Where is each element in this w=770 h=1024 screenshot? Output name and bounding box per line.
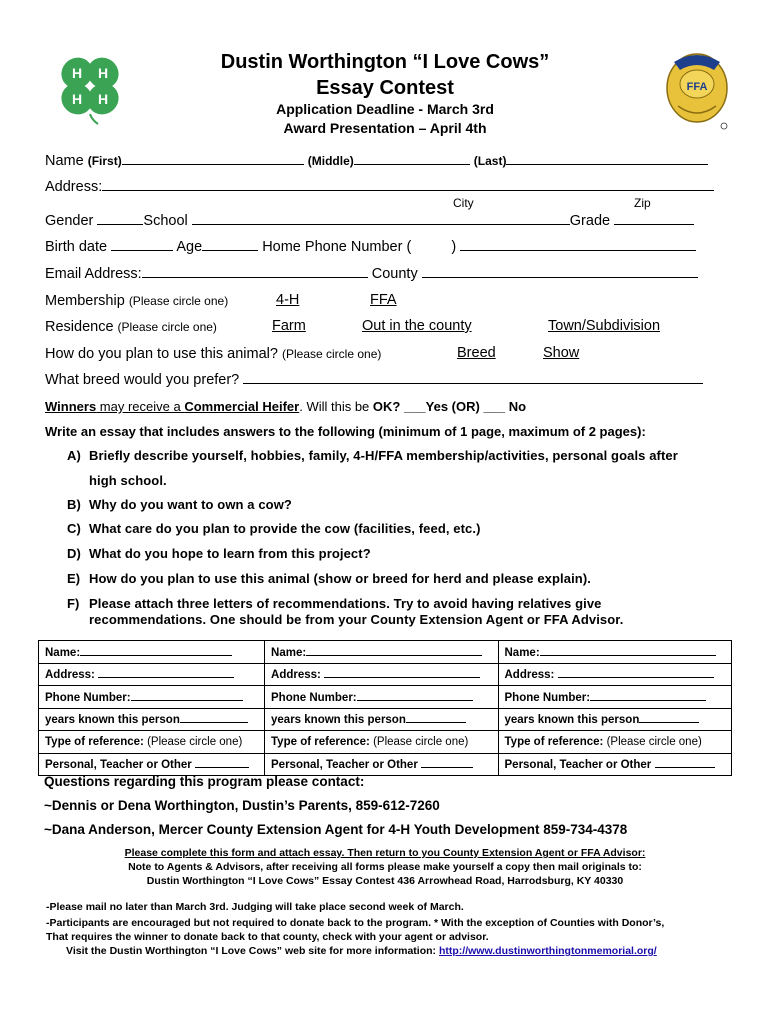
first-label: (First) [87,154,122,168]
ref-address-label: Address: [271,669,321,682]
email-label: Email Address: [45,266,142,282]
residence-option-out-county[interactable]: Out in the county [362,318,472,334]
ref-field-line [558,667,714,678]
ref-field-line [590,690,706,701]
reference-2-phone-field[interactable] [265,686,498,709]
reference-3-phone-field[interactable] [498,686,732,709]
donate-note-2: That requires the winner to donate back to that county, check with your agent or advisor. [46,931,489,943]
reference-2-years-field[interactable] [265,708,498,731]
essay-item-letter: D) [67,546,81,561]
contact-agent: ~Dana Anderson, Mercer County Extension Agent for 4-H Youth Development 859-734-4378 [44,822,628,837]
residence-row [45,318,217,336]
ref-field-line [406,712,466,723]
website-line [66,944,657,958]
ref-field-line [195,757,249,768]
svg-text:H: H [97,91,109,107]
essay-item-text: What do you hope to learn from this project? [89,546,371,561]
reference-2-name-field[interactable] [265,641,498,664]
ref-kinds: Personal, Teacher or Other [271,759,418,772]
essay-item-letter: E) [67,571,81,586]
ref-years-label: years known this person [504,714,640,727]
ref-type-hint: (Please circle one) [147,735,243,748]
essay-item-text: recommendations. One should be from your County Extension Agent or FFA Advisor. [89,612,624,627]
winners-text: Winners [45,399,97,414]
essay-item-text: What care do you plan to provide the cow (facilities, feed, etc.) [89,521,481,536]
ref-field-line [655,757,715,768]
reference-3-address-field[interactable] [498,663,732,686]
svg-text:H: H [71,91,83,107]
application-deadline: Application Deadline - March 3rd [276,101,494,117]
ref-field-line [540,645,716,656]
essay-item-text: Briefly describe yourself, hobbies, family, 4-H/FFA membership/activities, personal goals after [89,448,678,463]
essay-item-letter: B) [67,497,81,512]
essay-item [67,596,602,612]
residence-label: Residence [45,319,114,335]
winners-text-4: . Will this be [299,399,373,414]
breed-pref-label: What breed would you prefer? [45,372,240,388]
ref-name-label: Name: [45,646,81,659]
ref-field-line [80,645,232,656]
gender-school-row [45,212,694,230]
instruction-line-3: Dustin Worthington “I Love Cows” Essay Contest 436 Arrowhead Road, Harrodsburg, KY 40330 [146,875,624,887]
instruction-line-1: Please complete this form and attach essay. Then return to you County Extension Agent or FFA Advisor: [124,847,646,859]
ref-phone-label: Phone Number: [45,691,131,704]
ref-type-label: Type of reference: [271,735,370,748]
essay-item [67,546,371,562]
school-field[interactable] [192,212,570,225]
reference-1-type-label [39,731,265,754]
essay-item-text: Please attach three letters of recommendations. Try to avoid having relatives give [89,596,602,611]
yes-no-choice[interactable]: ? ___Yes (OR) ___ No [392,399,527,414]
ref-type-label: Type of reference: [45,735,144,748]
birth-age-phone-row [45,238,696,256]
birth-date-field[interactable] [111,238,173,251]
reference-3-type-label [498,731,732,754]
contest-title: Dustin Worthington “I Love Cows” [220,51,550,73]
membership-label: Membership [45,293,125,309]
gender-field[interactable] [97,212,143,225]
reference-1-years-field[interactable] [39,708,265,731]
county-field[interactable] [422,265,698,278]
essay-item [67,612,623,628]
age-field[interactable] [202,238,258,251]
ref-field-line [180,712,248,723]
membership-hint: (Please circle one) [128,294,229,308]
ref-kinds: Personal, Teacher or Other [504,759,652,772]
address-label: Address: [45,179,103,195]
use-label: How do you plan to use this animal? [45,346,278,362]
reference-2-address-field[interactable] [265,663,498,686]
ref-field-line [98,667,234,678]
use-option-show[interactable]: Show [543,345,580,361]
phone-paren: ) [451,239,457,255]
reference-1-name-field[interactable] [39,641,265,664]
reference-3-years-field[interactable] [498,708,732,731]
essay-item [67,497,292,513]
use-option-breed[interactable]: Breed [457,345,496,361]
essay-item [67,448,678,464]
age-label: Age [176,239,203,255]
ref-years-label: years known this person [271,714,406,727]
ref-phone-label: Phone Number: [271,691,357,704]
address-field[interactable] [102,178,714,191]
birth-date-label: Birth date [45,239,108,255]
email-county-row [45,265,698,283]
commercial-heifer-text: Commercial Heifer [184,399,300,414]
residence-option-farm[interactable]: Farm [272,318,306,334]
website-link[interactable]: http://www.dustinworthingtonmemorial.org/ [438,945,657,957]
phone-label: Home Phone Number ( [262,239,412,255]
ref-years-label: years known this person [45,714,180,727]
essay-item [67,521,481,537]
breed-pref-field[interactable] [243,371,703,384]
ref-phone-label: Phone Number: [504,691,591,704]
email-field[interactable] [142,265,368,278]
contacts-heading: Questions regarding this program please contact: [44,774,365,789]
instruction-line-2: Note to Agents & Advisors, after receiving all forms please make yourself a copy then mail originals to: [128,861,642,873]
ref-field-line [306,645,482,656]
name-label: Name [45,153,84,169]
donate-note: -Participants are encouraged but not required to donate back to the program. * With the exception of Counties with Donor’s, [46,917,665,929]
membership-row [45,292,228,310]
svg-text:FFA: FFA [686,81,708,93]
membership-option-ffa[interactable]: FFA [370,292,397,308]
residence-option-town[interactable]: Town/Subdivision [548,318,661,334]
membership-option-4h[interactable]: 4-H [276,292,300,308]
references-table [38,640,732,776]
reference-1-address-field[interactable] [39,663,265,686]
ref-type-hint: (Please circle one) [373,735,469,748]
reference-1-phone-field[interactable] [39,686,265,709]
zip-label: Zip [634,196,651,210]
middle-label: (Middle) [307,154,354,168]
grade-field[interactable] [614,212,694,225]
reference-3-kind-choice[interactable] [498,753,732,776]
ref-field-line [357,690,473,701]
ref-field-line [639,712,699,723]
grade-label: Grade [569,213,611,229]
middle-name-field[interactable] [354,152,470,165]
contact-parents: ~Dennis or Dena Worthington, Dustin’s Parents, 859-612-7260 [44,798,440,813]
essay-item-letter: A) [67,448,81,463]
essay-item [67,473,167,489]
breed-pref-row [45,371,703,389]
first-name-field[interactable] [122,152,304,165]
essay-item-text: How do you plan to use this animal (show or breed for herd and please explain). [89,571,591,586]
ref-type-label: Type of reference: [504,735,604,748]
winners-text-2: may receive a [96,399,185,414]
essay-item-text: Why do you want to own a cow? [89,497,292,512]
address-row [45,178,714,196]
area-code-field[interactable] [415,238,451,251]
table-row [39,731,732,754]
contest-subtitle: Essay Contest [316,77,454,99]
table-row [39,641,732,664]
city-label: City [453,196,474,210]
essay-item-text: high school. [89,473,167,488]
use-hint: (Please circle one) [281,347,382,361]
ref-type-hint: (Please circle one) [606,735,702,748]
essay-item [67,571,591,587]
last-name-field[interactable] [506,152,708,165]
winners-ok: OK [372,399,393,414]
ref-field-line [421,757,473,768]
website-label: Visit the Dustin Worthington “I Love Cows” web site for more information: [66,945,439,957]
essay-intro: Write an essay that includes answers to the following (minimum of 1 page, maximum of 2 pages): [45,424,646,439]
ref-address-label: Address: [504,669,555,682]
essay-item-letter: C) [67,521,81,536]
county-label: County [371,266,418,282]
ref-field-line [324,667,480,678]
ref-kinds: Personal, Teacher or Other [45,759,192,772]
ref-name-label: Name: [271,646,307,659]
table-row [39,708,732,731]
residence-hint: (Please circle one) [117,320,217,334]
essay-item-letter: F) [67,596,80,611]
school-label: School [143,213,188,229]
use-row [45,345,381,363]
reference-3-name-field[interactable] [498,641,732,664]
table-row [39,686,732,709]
mail-deadline-note: -Please mail no later than March 3rd. Judging will take place second week of March. [46,901,464,913]
winners-row [45,398,526,416]
phone-field[interactable] [460,238,696,251]
reference-2-type-label [265,731,498,754]
award-presentation: Award Presentation – April 4th [283,120,487,136]
ref-name-label: Name: [504,646,540,659]
ref-field-line [131,690,243,701]
gender-label: Gender [45,213,94,229]
name-row [45,152,708,170]
table-row [39,663,732,686]
ref-address-label: Address: [45,669,95,682]
svg-text:H: H [71,65,83,81]
last-label: (Last) [473,154,507,168]
svg-text:H: H [97,65,109,81]
